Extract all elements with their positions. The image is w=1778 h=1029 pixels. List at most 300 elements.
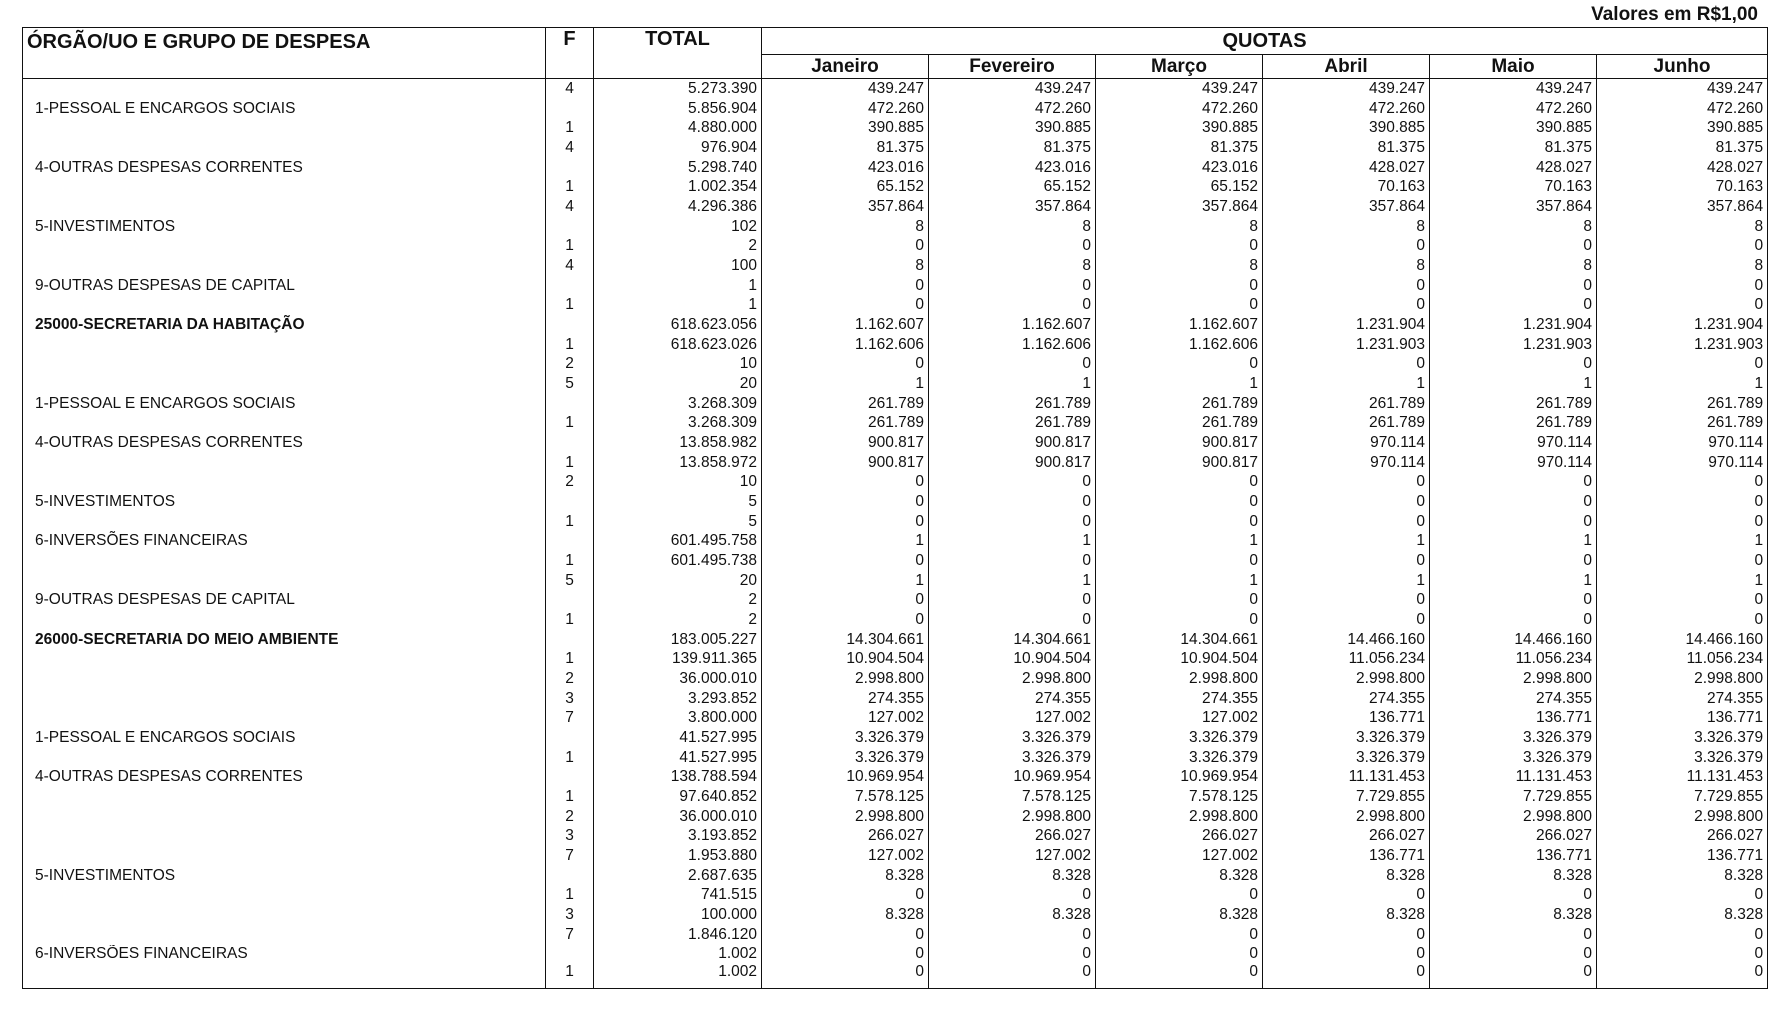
row-quota-cell: 2.998.800 xyxy=(762,807,929,827)
row-label: 4-OUTRAS DESPESAS CORRENTES xyxy=(23,433,546,453)
row-fonte: 4 xyxy=(546,138,594,158)
row-quota-cell: 439.247 xyxy=(1263,79,1430,99)
row-quota-cell: 0 xyxy=(1597,512,1768,532)
row-fonte xyxy=(546,866,594,886)
row-label xyxy=(23,610,546,630)
table-row xyxy=(23,590,1768,610)
row-quota-cell: 0 xyxy=(1597,472,1768,492)
header-month-maio: Maio xyxy=(1430,55,1597,79)
row-quota-cell: 8.328 xyxy=(1263,866,1430,886)
row-quota-cell: 0 xyxy=(762,886,929,906)
values-unit-note: Valores em R$1,00 xyxy=(1591,4,1758,25)
row-quota-cell: 0 xyxy=(1096,925,1263,945)
table-row xyxy=(23,335,1768,355)
row-total: 618.623.056 xyxy=(594,315,762,335)
row-fonte: 1 xyxy=(546,964,594,989)
row-total: 4.880.000 xyxy=(594,118,762,138)
row-quota-cell: 274.355 xyxy=(1430,689,1597,709)
table-header xyxy=(23,28,1768,79)
row-total: 36.000.010 xyxy=(594,807,762,827)
table-row xyxy=(23,866,1768,886)
row-quota-cell: 439.247 xyxy=(1597,79,1768,99)
row-quota-cell: 1.231.903 xyxy=(1597,335,1768,355)
row-quota-cell: 65.152 xyxy=(1096,177,1263,197)
row-quota-cell: 428.027 xyxy=(1263,158,1430,178)
row-quota-cell: 8.328 xyxy=(762,905,929,925)
row-quota-cell: 390.885 xyxy=(1430,118,1597,138)
row-quota-cell: 1 xyxy=(929,374,1096,394)
row-fonte: 5 xyxy=(546,374,594,394)
row-quota-cell: 1.231.903 xyxy=(1430,335,1597,355)
row-quota-cell: 0 xyxy=(1263,354,1430,374)
row-label: 6-INVERSÕES FINANCEIRAS xyxy=(23,531,546,551)
row-quota-cell: 900.817 xyxy=(762,453,929,473)
row-quota-cell: 0 xyxy=(1430,590,1597,610)
row-total: 5.298.740 xyxy=(594,158,762,178)
row-quota-cell: 266.027 xyxy=(762,827,929,847)
row-fonte xyxy=(546,158,594,178)
table-row xyxy=(23,807,1768,827)
row-quota-cell: 0 xyxy=(762,472,929,492)
row-quota-cell: 261.789 xyxy=(929,413,1096,433)
row-fonte: 1 xyxy=(546,453,594,473)
row-total: 741.515 xyxy=(594,886,762,906)
table-row xyxy=(23,276,1768,296)
row-quota-cell: 0 xyxy=(762,925,929,945)
row-fonte: 3 xyxy=(546,689,594,709)
row-fonte xyxy=(546,531,594,551)
row-quota-cell: 0 xyxy=(1597,925,1768,945)
row-quota-cell: 274.355 xyxy=(1096,689,1263,709)
row-quota-cell: 8 xyxy=(1096,217,1263,237)
row-quota-cell: 274.355 xyxy=(1597,689,1768,709)
row-label xyxy=(23,354,546,374)
row-quota-cell: 0 xyxy=(1263,590,1430,610)
row-quota-cell: 357.864 xyxy=(1597,197,1768,217)
row-quota-cell: 3.326.379 xyxy=(1430,748,1597,768)
row-fonte: 7 xyxy=(546,846,594,866)
row-quota-cell: 3.326.379 xyxy=(929,748,1096,768)
row-fonte: 1 xyxy=(546,413,594,433)
row-quota-cell: 423.016 xyxy=(1096,158,1263,178)
row-fonte: 1 xyxy=(546,177,594,197)
table-row xyxy=(23,256,1768,276)
row-label: 6-INVERSÕES FINANCEIRAS xyxy=(23,945,546,965)
row-total: 100 xyxy=(594,256,762,276)
row-quota-cell: 1.162.606 xyxy=(929,335,1096,355)
row-quota-cell: 8 xyxy=(1263,217,1430,237)
row-quota-cell: 0 xyxy=(1430,354,1597,374)
row-quota-cell: 266.027 xyxy=(1263,827,1430,847)
row-quota-cell: 1.231.904 xyxy=(1430,315,1597,335)
row-quota-cell: 970.114 xyxy=(1263,433,1430,453)
row-quota-cell: 472.260 xyxy=(1096,99,1263,119)
row-quota-cell: 0 xyxy=(929,945,1096,965)
row-label xyxy=(23,138,546,158)
row-quota-cell: 8 xyxy=(762,217,929,237)
table-row xyxy=(23,394,1768,414)
row-fonte: 2 xyxy=(546,669,594,689)
row-fonte: 1 xyxy=(546,886,594,906)
row-label xyxy=(23,807,546,827)
row-fonte xyxy=(546,945,594,965)
row-quota-cell: 7.578.125 xyxy=(929,787,1096,807)
row-total: 601.495.758 xyxy=(594,531,762,551)
table-row xyxy=(23,709,1768,729)
table-row xyxy=(23,768,1768,788)
row-quota-cell: 357.864 xyxy=(1263,197,1430,217)
row-quota-cell: 127.002 xyxy=(1096,846,1263,866)
row-quota-cell: 0 xyxy=(1096,945,1263,965)
row-quota-cell: 10.904.504 xyxy=(1096,649,1263,669)
row-quota-cell: 1 xyxy=(1096,374,1263,394)
table-row xyxy=(23,649,1768,669)
row-quota-cell: 0 xyxy=(929,354,1096,374)
row-quota-cell: 900.817 xyxy=(929,453,1096,473)
row-quota-cell: 127.002 xyxy=(1096,709,1263,729)
row-fonte: 2 xyxy=(546,472,594,492)
row-quota-cell: 0 xyxy=(1263,964,1430,989)
row-quota-cell: 1 xyxy=(929,531,1096,551)
row-quota-cell: 261.789 xyxy=(1096,413,1263,433)
row-quota-cell: 3.326.379 xyxy=(1096,728,1263,748)
row-fonte xyxy=(546,492,594,512)
row-quota-cell: 8.328 xyxy=(762,866,929,886)
table-row xyxy=(23,571,1768,591)
row-quota-cell: 3.326.379 xyxy=(762,728,929,748)
row-label xyxy=(23,453,546,473)
row-label xyxy=(23,472,546,492)
row-quota-cell: 1 xyxy=(1096,531,1263,551)
row-quota-cell: 3.326.379 xyxy=(1597,728,1768,748)
row-label xyxy=(23,925,546,945)
row-label: 25000-SECRETARIA DA HABITAÇÃO xyxy=(23,315,546,335)
row-quota-cell: 266.027 xyxy=(1096,827,1263,847)
row-quota-cell: 0 xyxy=(1263,945,1430,965)
row-quota-cell: 1 xyxy=(762,571,929,591)
row-quota-cell: 1 xyxy=(1263,374,1430,394)
table-row xyxy=(23,217,1768,237)
row-total: 601.495.738 xyxy=(594,551,762,571)
row-quota-cell: 261.789 xyxy=(929,394,1096,414)
row-quota-cell: 266.027 xyxy=(1430,827,1597,847)
row-quota-cell: 10.904.504 xyxy=(929,649,1096,669)
row-quota-cell: 1 xyxy=(1263,531,1430,551)
row-label xyxy=(23,669,546,689)
row-quota-cell: 2.998.800 xyxy=(1597,669,1768,689)
row-label xyxy=(23,295,546,315)
row-quota-cell: 970.114 xyxy=(1263,453,1430,473)
row-quota-cell: 0 xyxy=(1430,276,1597,296)
row-total: 2.687.635 xyxy=(594,866,762,886)
row-quota-cell: 0 xyxy=(929,492,1096,512)
row-total: 3.293.852 xyxy=(594,689,762,709)
row-label xyxy=(23,256,546,276)
row-fonte: 1 xyxy=(546,118,594,138)
row-quota-cell: 0 xyxy=(1096,964,1263,989)
row-quota-cell: 3.326.379 xyxy=(762,748,929,768)
row-total: 618.623.026 xyxy=(594,335,762,355)
row-fonte: 2 xyxy=(546,354,594,374)
row-quota-cell: 14.466.160 xyxy=(1430,630,1597,650)
row-quota-cell: 274.355 xyxy=(929,689,1096,709)
row-fonte xyxy=(546,394,594,414)
row-label: 4-OUTRAS DESPESAS CORRENTES xyxy=(23,158,546,178)
row-quota-cell: 81.375 xyxy=(1096,138,1263,158)
row-quota-cell: 0 xyxy=(762,964,929,989)
row-quota-cell: 8 xyxy=(1263,256,1430,276)
row-quota-cell: 1.231.904 xyxy=(1263,315,1430,335)
row-quota-cell: 3.326.379 xyxy=(1597,748,1768,768)
table-row xyxy=(23,374,1768,394)
table-row xyxy=(23,630,1768,650)
row-quota-cell: 0 xyxy=(1263,295,1430,315)
row-quota-cell: 1 xyxy=(1597,374,1768,394)
row-label: 5-INVESTIMENTOS xyxy=(23,866,546,886)
row-total: 97.640.852 xyxy=(594,787,762,807)
header-month-janeiro: Janeiro xyxy=(762,55,929,79)
row-label xyxy=(23,886,546,906)
row-quota-cell: 0 xyxy=(929,236,1096,256)
row-quota-cell: 0 xyxy=(929,512,1096,532)
budget-quota-table xyxy=(22,27,1768,989)
table-row xyxy=(23,413,1768,433)
row-total: 3.193.852 xyxy=(594,827,762,847)
row-quota-cell: 1 xyxy=(1430,571,1597,591)
row-quota-cell: 10.904.504 xyxy=(762,649,929,669)
row-fonte xyxy=(546,590,594,610)
row-quota-cell: 0 xyxy=(762,276,929,296)
table-row xyxy=(23,728,1768,748)
row-quota-cell: 900.817 xyxy=(1096,453,1263,473)
table-row xyxy=(23,531,1768,551)
row-quota-cell: 357.864 xyxy=(1430,197,1597,217)
row-quota-cell: 8 xyxy=(1096,256,1263,276)
row-quota-cell: 0 xyxy=(1430,964,1597,989)
row-quota-cell: 0 xyxy=(1597,610,1768,630)
row-quota-cell: 2.998.800 xyxy=(1096,807,1263,827)
row-quota-cell: 970.114 xyxy=(1597,433,1768,453)
row-label xyxy=(23,689,546,709)
row-quota-cell: 1.162.606 xyxy=(762,335,929,355)
row-quota-cell: 70.163 xyxy=(1430,177,1597,197)
row-quota-cell: 81.375 xyxy=(762,138,929,158)
row-quota-cell: 357.864 xyxy=(1096,197,1263,217)
row-quota-cell: 3.326.379 xyxy=(1096,748,1263,768)
row-label xyxy=(23,551,546,571)
row-quota-cell: 472.260 xyxy=(1430,99,1597,119)
table-row xyxy=(23,945,1768,965)
row-quota-cell: 0 xyxy=(1430,472,1597,492)
row-total: 5.273.390 xyxy=(594,79,762,99)
row-quota-cell: 11.056.234 xyxy=(1430,649,1597,669)
row-quota-cell: 3.326.379 xyxy=(1263,728,1430,748)
row-quota-cell: 900.817 xyxy=(929,433,1096,453)
row-quota-cell: 0 xyxy=(929,276,1096,296)
row-quota-cell: 0 xyxy=(1263,472,1430,492)
row-quota-cell: 10.969.954 xyxy=(1096,768,1263,788)
table-row xyxy=(23,610,1768,630)
table-row xyxy=(23,99,1768,119)
row-quota-cell: 8 xyxy=(1430,217,1597,237)
row-quota-cell: 81.375 xyxy=(1597,138,1768,158)
row-quota-cell: 423.016 xyxy=(762,158,929,178)
row-fonte xyxy=(546,728,594,748)
row-quota-cell: 1.162.607 xyxy=(762,315,929,335)
row-quota-cell: 70.163 xyxy=(1263,177,1430,197)
row-quota-cell: 970.114 xyxy=(1430,453,1597,473)
row-quota-cell: 0 xyxy=(1263,512,1430,532)
row-quota-cell: 428.027 xyxy=(1430,158,1597,178)
row-fonte: 7 xyxy=(546,925,594,945)
row-total: 100.000 xyxy=(594,905,762,925)
row-quota-cell: 0 xyxy=(1597,886,1768,906)
row-total: 1.002 xyxy=(594,945,762,965)
row-quota-cell: 1.162.606 xyxy=(1096,335,1263,355)
row-quota-cell: 2.998.800 xyxy=(1430,807,1597,827)
table-row xyxy=(23,964,1768,989)
row-quota-cell: 0 xyxy=(1430,295,1597,315)
row-quota-cell: 261.789 xyxy=(1263,413,1430,433)
row-quota-cell: 472.260 xyxy=(762,99,929,119)
row-quota-cell: 0 xyxy=(929,610,1096,630)
table-row xyxy=(23,886,1768,906)
header-total: TOTAL xyxy=(594,28,762,79)
row-quota-cell: 0 xyxy=(1597,236,1768,256)
row-fonte: 1 xyxy=(546,551,594,571)
table-row xyxy=(23,354,1768,374)
row-label xyxy=(23,787,546,807)
row-label: 9-OUTRAS DESPESAS DE CAPITAL xyxy=(23,590,546,610)
row-label: 5-INVESTIMENTOS xyxy=(23,492,546,512)
row-total: 1.846.120 xyxy=(594,925,762,945)
table-row xyxy=(23,512,1768,532)
row-total: 5 xyxy=(594,512,762,532)
row-quota-cell: 8 xyxy=(1430,256,1597,276)
row-total: 102 xyxy=(594,217,762,237)
row-fonte: 1 xyxy=(546,649,594,669)
row-label: 1-PESSOAL E ENCARGOS SOCIAIS xyxy=(23,99,546,119)
row-label xyxy=(23,236,546,256)
row-quota-cell: 0 xyxy=(1597,945,1768,965)
row-quota-cell: 81.375 xyxy=(1263,138,1430,158)
row-quota-cell: 7.729.855 xyxy=(1597,787,1768,807)
row-quota-cell: 1.162.607 xyxy=(1096,315,1263,335)
row-quota-cell: 1 xyxy=(1263,571,1430,591)
row-label: 1-PESSOAL E ENCARGOS SOCIAIS xyxy=(23,728,546,748)
row-quota-cell: 472.260 xyxy=(929,99,1096,119)
row-quota-cell: 136.771 xyxy=(1263,846,1430,866)
table-row xyxy=(23,433,1768,453)
row-quota-cell: 0 xyxy=(1263,886,1430,906)
row-quota-cell: 1.231.904 xyxy=(1597,315,1768,335)
row-fonte: 1 xyxy=(546,236,594,256)
row-quota-cell: 0 xyxy=(1263,492,1430,512)
row-fonte: 1 xyxy=(546,335,594,355)
row-quota-cell: 70.163 xyxy=(1597,177,1768,197)
table-row xyxy=(23,295,1768,315)
row-quota-cell: 136.771 xyxy=(1430,846,1597,866)
row-fonte: 1 xyxy=(546,610,594,630)
table-row xyxy=(23,158,1768,178)
row-quota-cell: 1 xyxy=(1597,531,1768,551)
row-total: 2 xyxy=(594,610,762,630)
table-row xyxy=(23,748,1768,768)
row-quota-cell: 8.328 xyxy=(1096,866,1263,886)
row-label xyxy=(23,571,546,591)
row-quota-cell: 10.969.954 xyxy=(929,768,1096,788)
row-fonte: 1 xyxy=(546,295,594,315)
row-label xyxy=(23,964,546,989)
row-label xyxy=(23,827,546,847)
row-quota-cell: 2.998.800 xyxy=(1430,669,1597,689)
table-row xyxy=(23,551,1768,571)
row-total: 10 xyxy=(594,354,762,374)
row-quota-cell: 0 xyxy=(1096,512,1263,532)
row-total: 20 xyxy=(594,571,762,591)
row-fonte: 4 xyxy=(546,79,594,99)
row-quota-cell: 0 xyxy=(762,512,929,532)
row-quota-cell: 14.304.661 xyxy=(1096,630,1263,650)
table-row xyxy=(23,689,1768,709)
table-row xyxy=(23,315,1768,335)
row-total: 3.800.000 xyxy=(594,709,762,729)
row-quota-cell: 136.771 xyxy=(1263,709,1430,729)
row-quota-cell: 439.247 xyxy=(1096,79,1263,99)
row-quota-cell: 357.864 xyxy=(762,197,929,217)
row-quota-cell: 1 xyxy=(1430,531,1597,551)
row-quota-cell: 8.328 xyxy=(1430,905,1597,925)
row-quota-cell: 261.789 xyxy=(1263,394,1430,414)
row-label xyxy=(23,709,546,729)
row-quota-cell: 8 xyxy=(929,256,1096,276)
row-quota-cell: 261.789 xyxy=(1430,413,1597,433)
table-row xyxy=(23,453,1768,473)
row-quota-cell: 0 xyxy=(1096,276,1263,296)
row-label xyxy=(23,512,546,532)
row-quota-cell: 0 xyxy=(1096,610,1263,630)
row-fonte xyxy=(546,276,594,296)
row-total: 20 xyxy=(594,374,762,394)
row-total: 41.527.995 xyxy=(594,728,762,748)
row-fonte: 1 xyxy=(546,512,594,532)
row-quota-cell: 127.002 xyxy=(929,709,1096,729)
header-month-marco: Março xyxy=(1096,55,1263,79)
row-fonte xyxy=(546,217,594,237)
header-org: ÓRGÃO/UO E GRUPO DE DESPESA xyxy=(23,28,546,79)
row-quota-cell: 472.260 xyxy=(1597,99,1768,119)
row-quota-cell: 0 xyxy=(929,925,1096,945)
row-quota-cell: 261.789 xyxy=(762,413,929,433)
row-label xyxy=(23,335,546,355)
row-quota-cell: 274.355 xyxy=(762,689,929,709)
row-fonte: 1 xyxy=(546,787,594,807)
row-quota-cell: 0 xyxy=(1597,964,1768,989)
row-label xyxy=(23,748,546,768)
row-quota-cell: 14.304.661 xyxy=(762,630,929,650)
table-row xyxy=(23,905,1768,925)
row-quota-cell: 11.131.453 xyxy=(1263,768,1430,788)
row-quota-cell: 127.002 xyxy=(762,846,929,866)
row-label xyxy=(23,197,546,217)
row-quota-cell: 8.328 xyxy=(1430,866,1597,886)
row-fonte xyxy=(546,315,594,335)
row-quota-cell: 11.056.234 xyxy=(1263,649,1430,669)
row-quota-cell: 970.114 xyxy=(1430,433,1597,453)
row-quota-cell: 65.152 xyxy=(762,177,929,197)
table-row xyxy=(23,669,1768,689)
row-total: 3.268.309 xyxy=(594,413,762,433)
